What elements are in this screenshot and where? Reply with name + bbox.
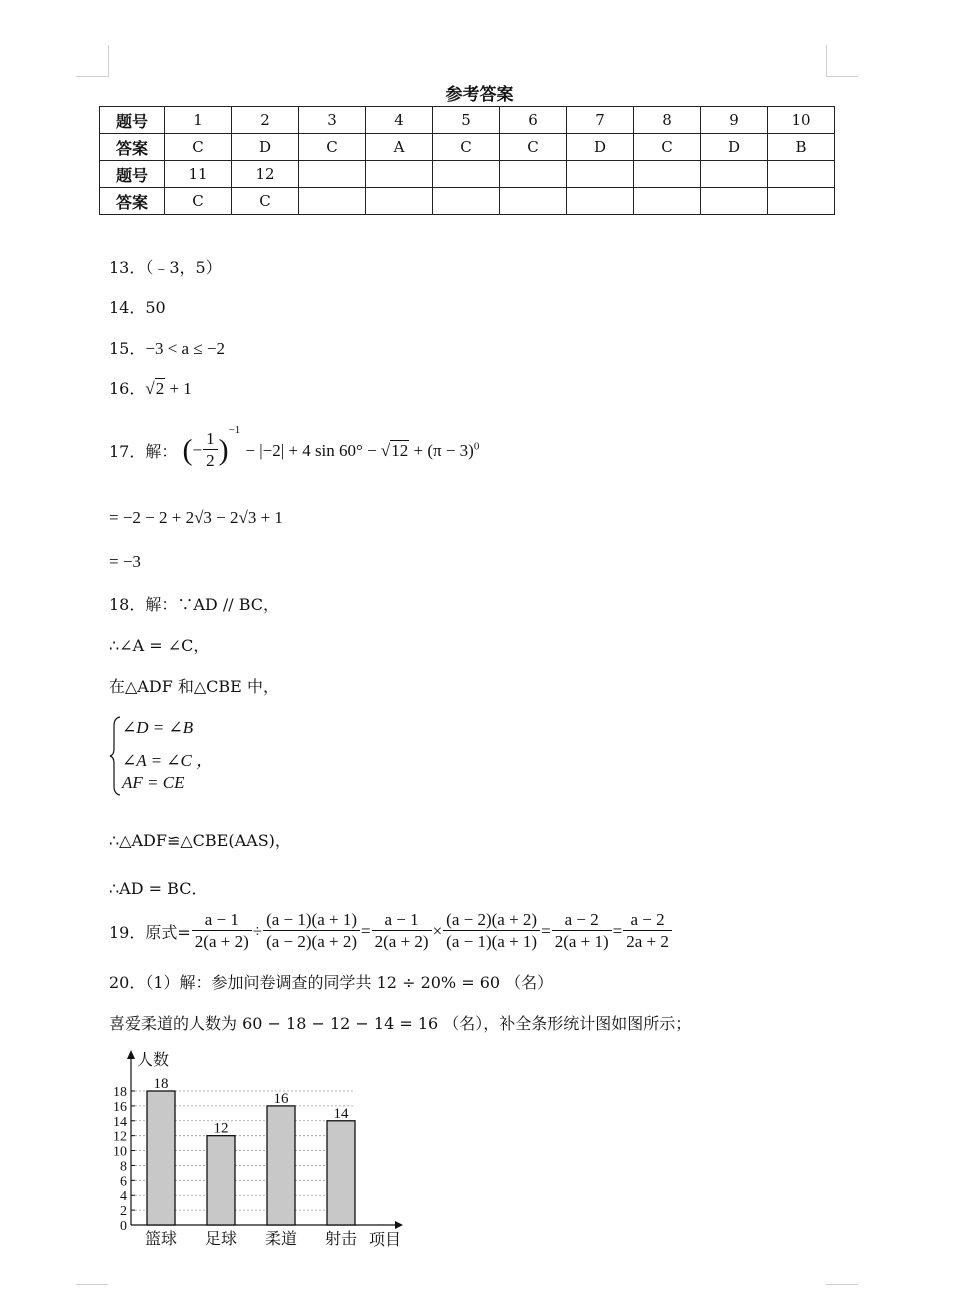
system-brace-icon [109,716,121,796]
bar-value-label: 14 [333,1105,349,1122]
table-cell: C [634,134,701,161]
fraction-4-num: (a − 2)(a + 2) [443,910,540,931]
system-line-3: AF = CE [122,773,185,792]
row-header: 题号 [100,161,165,188]
y-tick-label: 4 [120,1189,127,1205]
table-cell: 1 [165,107,232,134]
system-line-2: ∠A = ∠C ， [122,751,214,770]
table-cell: 6 [500,107,567,134]
x-tick-label: 射击 [324,1231,358,1248]
table-cell [366,161,433,188]
table-row [100,161,835,188]
table-cell: 9 [701,107,768,134]
equals-sign-3: = [612,921,623,941]
table-row [100,188,835,215]
bar-value-label: 12 [213,1120,229,1137]
x-tick-label: 柔道 [264,1231,298,1248]
bar-value-label: 18 [153,1076,169,1092]
answer-15-number: 15． [109,339,146,358]
answer-18-line3: 在△ADF 和△CBE 中， [109,677,279,696]
table-cell: B [768,134,835,161]
fraction-6 [623,910,672,953]
answer-17-step2: = −3 [109,552,141,571]
table-cell: A [366,134,433,161]
bar-value-label: 16 [273,1090,289,1107]
table-cell: D [567,134,634,161]
table-cell [567,161,634,188]
table-cell [701,188,768,215]
table-cell: 10 [768,107,835,134]
crop-mark-top-left [108,45,109,77]
y-tick-label: 10 [113,1144,127,1160]
answer-17-step1: = −2 − 2 + 2√3 − 2√3 + 1 [109,508,283,527]
table-cell [299,188,366,215]
equals-sign-2: = [541,921,551,941]
answer-15 [109,336,225,359]
answer-table [99,106,835,215]
answer-16 [109,376,192,399]
answer-17-middle: − |−2| + 4 sin 60° − [245,440,381,460]
answer-16-radicand: 2 [155,379,165,398]
answer-20-line1: 20．（1）解：参加问卷调查的同学共 12 ÷ 20% = 60 （名） [109,973,554,992]
crop-mark-bottom-left [76,1284,108,1285]
minus-sign: − [192,440,203,460]
y-axis-arrow-icon [127,1050,135,1059]
answer-14: 14．50 [109,298,166,317]
table-cell [567,188,634,215]
table-cell: D [701,134,768,161]
table-cell: 5 [433,107,500,134]
divide-sign: ÷ [252,921,263,941]
table-cell: C [433,134,500,161]
table-cell [768,161,835,188]
table-cell: 4 [366,107,433,134]
answer-17-tail: + (π − 3) [409,440,474,460]
answer-18-line5: ∴AD = BC． [109,879,208,898]
table-cell: C [165,134,232,161]
y-tick-label: 14 [113,1114,127,1130]
table-row [100,107,835,134]
answer-16-number: 16． [109,379,146,398]
table-cell [500,188,567,215]
fraction-denominator: 2 [206,451,215,470]
crop-mark-bottom-right [826,1284,858,1285]
table-cell [433,161,500,188]
table-row [100,134,835,161]
table-cell [500,161,567,188]
exponent-neg1: −1 [228,424,241,436]
table-cell: C [500,134,567,161]
fraction-1 [192,910,252,953]
bar [147,1091,175,1225]
table-cell [433,188,500,215]
fraction-numerator: 1 [203,429,218,450]
system-line-1: ∠D = ∠B [122,718,194,737]
fraction-6-den: 2a + 2 [626,932,669,951]
page-title: 参考答案 [445,85,514,105]
answer-17 [109,424,479,472]
fraction-2-den: (a − 2)(a + 2) [266,932,358,951]
y-tick-label: 16 [113,1099,127,1115]
multiply-sign: × [432,921,443,941]
fraction-4-den: (a − 1)(a + 1) [446,932,538,951]
answer-18-line1: 18．解：∵AD // BC， [109,595,279,614]
answer-19 [109,910,673,953]
fraction-3-num: a − 1 [372,910,432,931]
bar [327,1121,355,1225]
fraction-6-num: a − 2 [623,910,672,931]
table-cell [701,161,768,188]
answer-20-line2: 喜爱柔道的人数为 60 − 18 − 12 − 14 = 16 （名），补全条形统计图如图所示； [109,1014,692,1033]
y-tick-label: 6 [120,1174,127,1190]
y-tick-label: 8 [120,1159,127,1175]
row-header: 答案 [100,188,165,215]
answer-16-expr: √2 + 1 [145,379,192,398]
table-cell [634,161,701,188]
fraction-5 [552,910,612,953]
answer-18-line4: ∴△ADF≌△CBE(AAS)， [109,831,291,850]
y-tick-label: 2 [120,1204,127,1220]
table-cell: 7 [567,107,634,134]
bar-chart [105,1045,415,1250]
x-axis-label: 项目 [369,1232,402,1249]
paren-close: ) [218,433,229,467]
fraction-1-den: 2(a + 2) [194,932,249,951]
crop-mark-top-right-h [826,76,858,77]
crop-mark-top-right [826,45,827,77]
table-cell: 2 [232,107,299,134]
row-header: 题号 [100,107,165,134]
fraction-3 [372,910,432,953]
fraction-2 [263,910,360,953]
table-cell [768,188,835,215]
answer-16-tail: + 1 [165,379,192,398]
table-cell: 8 [634,107,701,134]
fraction-3-den: 2(a + 2) [374,932,429,951]
table-cell: 11 [165,161,232,188]
table-cell: C [232,188,299,215]
table-cell [634,188,701,215]
answer-15-expr: −3 < a ≤ −2 [145,339,226,358]
answer-17-fraction [203,429,218,472]
x-axis-arrow-icon [395,1221,403,1229]
y-tick-label: 12 [113,1129,127,1145]
crop-mark-top-left-h [76,76,108,77]
y-tick-label: 0 [120,1219,127,1234]
table-cell: C [299,134,366,161]
table-cell [299,161,366,188]
y-axis-label: 人数 [137,1052,170,1069]
sqrt-radicand: 12 [391,440,409,460]
table-cell: D [232,134,299,161]
answer-17-lead: 17．解： [109,442,178,461]
x-tick-label: 足球 [204,1231,238,1248]
table-cell [366,188,433,215]
table-cell: C [165,188,232,215]
fraction-2-num: (a − 1)(a + 1) [263,910,360,931]
y-tick-label: 18 [113,1085,127,1100]
table-cell: 3 [299,107,366,134]
row-header: 答案 [100,134,165,161]
equals-sign-1: = [361,921,371,941]
exponent-zero: 0 [473,440,480,453]
fraction-5-num: a − 2 [552,910,612,931]
bar [267,1106,295,1225]
fraction-4 [443,910,540,953]
answer-18-line2: ∴∠A = ∠C， [109,636,210,655]
bar [207,1136,235,1225]
fraction-1-num: a − 1 [192,910,252,931]
paren-open: ( [182,433,193,467]
table-cell: 12 [232,161,299,188]
answer-19-lead: 19．原式= [109,923,191,942]
fraction-5-den: 2(a + 1) [554,932,609,951]
answer-17-rest: − |−2| + 4 $\sin 60^\circ - √12 + (\pi - 3)^0$ [245,440,480,460]
x-tick-label: 篮球 [144,1231,178,1248]
answer-13: 13．（﹣3，5） [109,258,222,277]
